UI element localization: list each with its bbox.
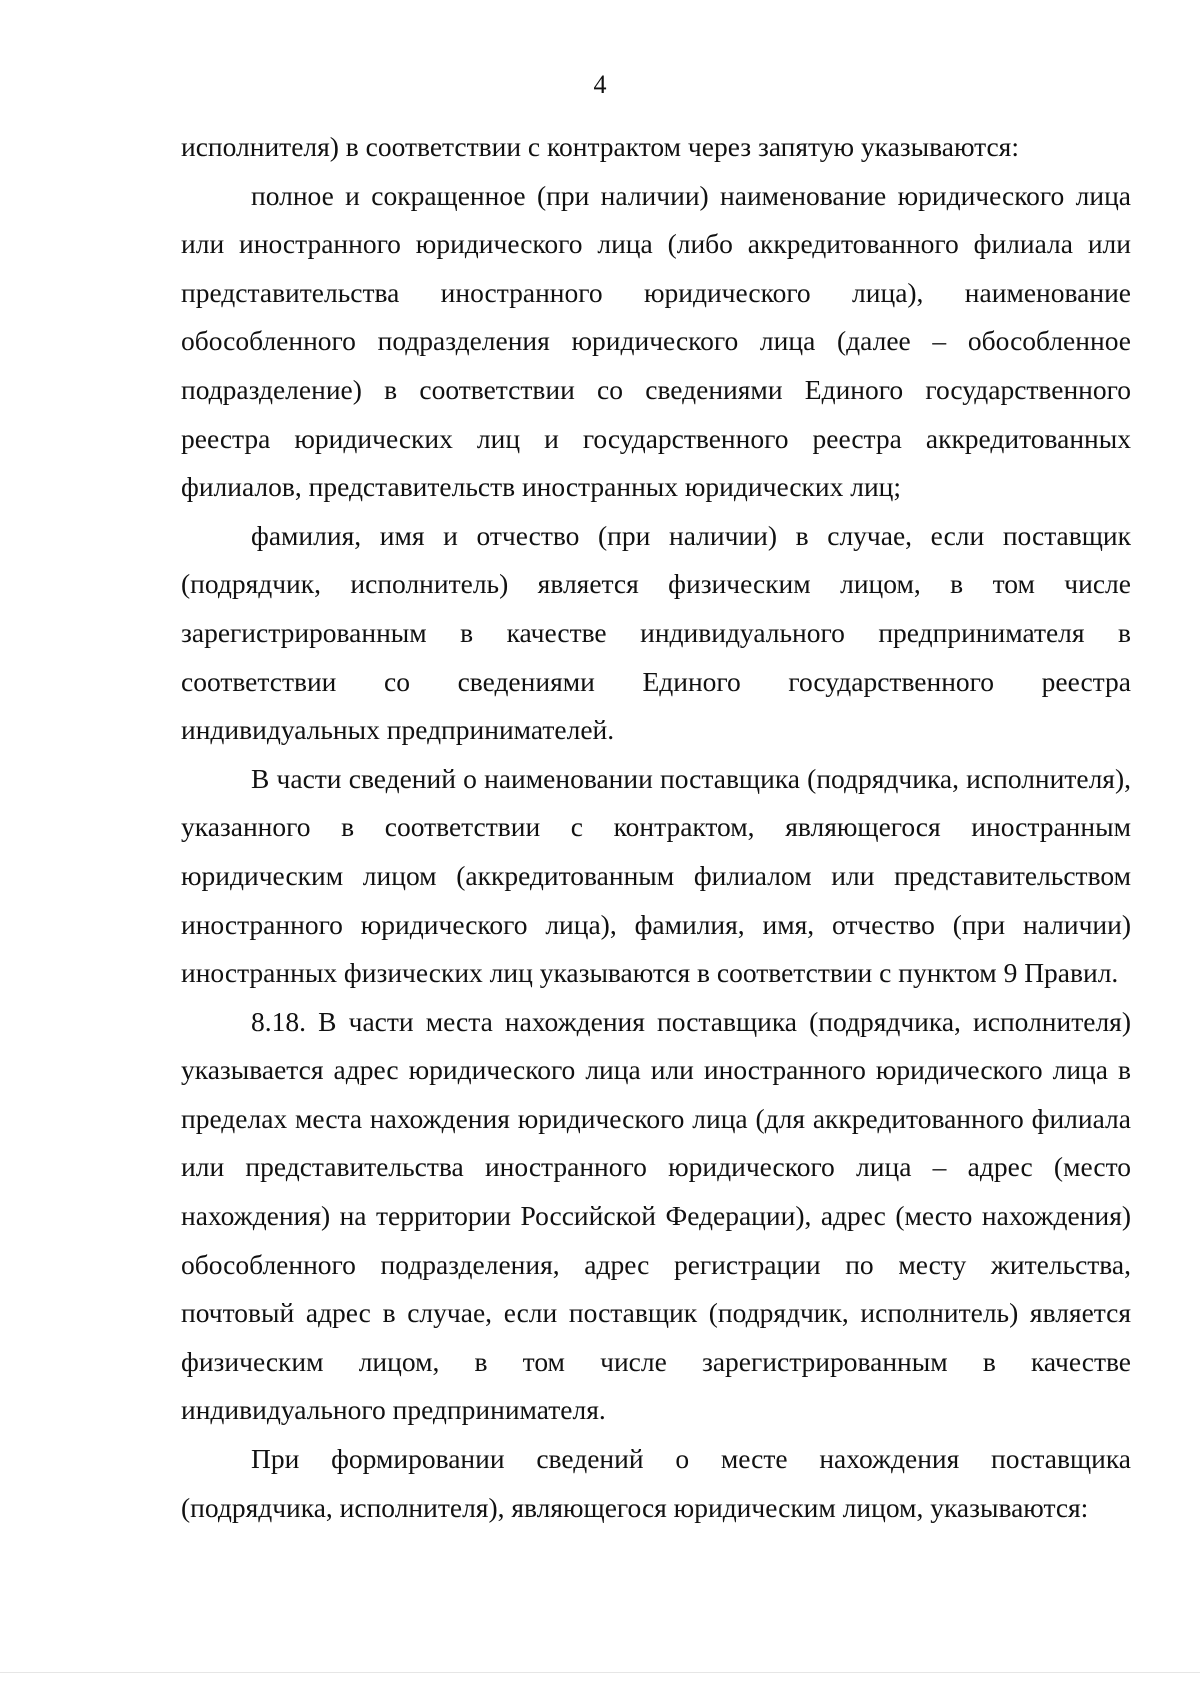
document-body	[181, 123, 1131, 1532]
scan-edge-line	[0, 1672, 1200, 1673]
paragraph-continuation: исполнителя) в соответствии с контрактом через запятую указываются:	[181, 131, 1019, 162]
paragraph-individual-name: фамилия, имя и отчество (при наличии) в случае, если поставщик (подрядчик, исполнитель) является физическим лицом, в том числе зарегистрированным в качестве индивидуального предпринимателя в соответствии со сведениями Единого государственного реестра индивидуальных предпринимателей.	[181, 519, 1131, 746]
paragraph-section-8-18: 8.18. В части места нахождения поставщика (подрядчика, исполнителя) указывается адрес юридического лица или иностранного юридического лица в пределах места нахождения юридического лица (для аккредитованного филиала или представительства иностранного юридического лица – адрес (место нахождения) на территории Российской Федерации), адрес (место нахождения) обособленного подразделения, адрес регистрации по месту жительства, почтовый адрес в случае, если поставщик (подрядчик, исполнитель) является физическим лицом, в том числе зарегистрированным в качестве индивидуального предпринимателя.	[181, 1005, 1131, 1426]
paragraph-location-info: При формировании сведений о месте нахождения поставщика (подрядчика, исполнителя), являющегося юридическим лицом, указываются:	[181, 1443, 1131, 1523]
paragraph-legal-entity-name: полное и сокращенное (при наличии) наименование юридического лица или иностранного юридического лица (либо аккредитованного филиала или представительства иностранного юридического лица), наименование обособленного подразделения юридического лица (далее – обособленное подразделение) в соответствии со сведениями Единого государственного реестра юридических лиц и государственного реестра аккредитованных филиалов, представительств иностранных юридических лиц;	[181, 179, 1131, 503]
page-number: 4	[593, 70, 607, 99]
paragraph-foreign-entity-name: В части сведений о наименовании поставщика (подрядчика, исполнителя), указанного в соответствии с контрактом, являющегося иностранным юридическим лицом (аккредитованным филиалом или представительством иностранного юридического лица), фамилия, имя, отчество (при наличии) иностранных физических лиц указываются в соответствии с пунктом 9 Правил.	[181, 762, 1131, 989]
